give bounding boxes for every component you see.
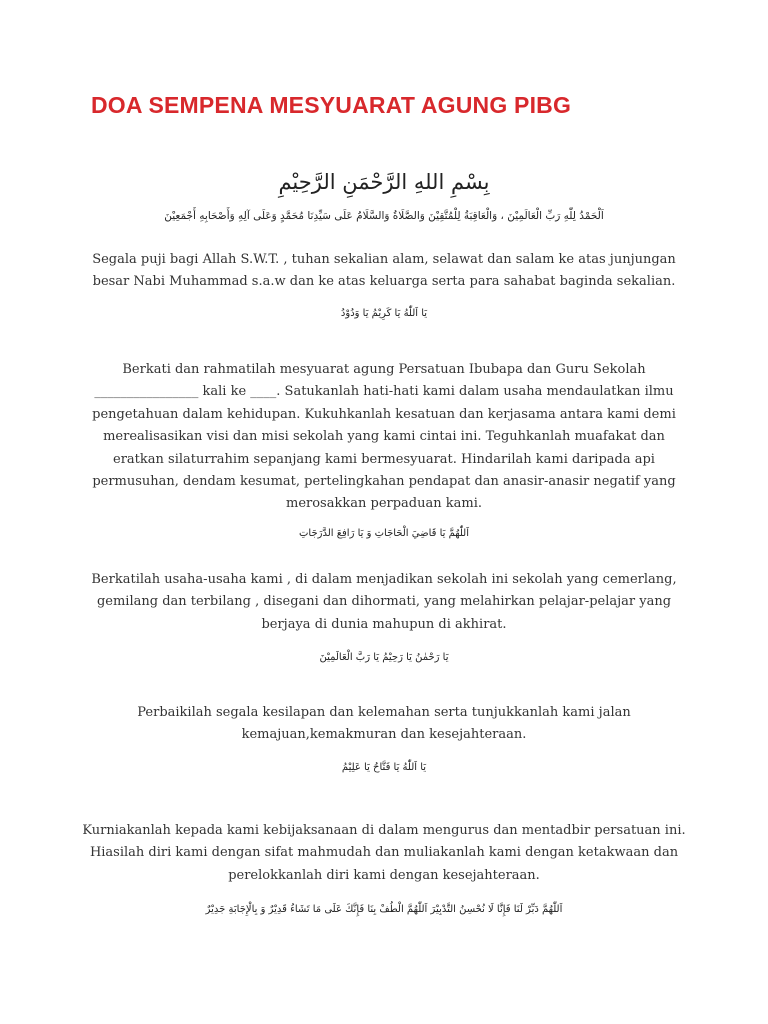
paragraph-4: Kurniakanlah kepada kami kebijaksanaan di dalam mengurus dan mentadbir persatuan ini. Hiasilah diri kami dengan sifat mahmudah dan muliakanlah kami dengan ketakwaan dan perelokkanlah diri kami dengan kesejahteraan. [82, 823, 686, 883]
invocation-3-arabic: يَا رَحْمٰنُ يَا رَحِيْمُ يَا رَبَّ الْعَالَمِيْنَ [319, 652, 449, 663]
hamdalah-translation: Segala puji bagi Allah S.W.T. , tuhan sekalian alam, selawat dan salam ke atas junjungan besar Nabi Muhammad s.a.w dan ke atas keluarga serta para sahabat baginda sekalian. [92, 252, 676, 290]
invocation-4-arabic: يَا اَللّٰهُ يَا فَتَّاحُ يَا عَلِيْمُ [341, 762, 427, 773]
invocation-5-arabic: اَللّٰهُمَّ دَبِّرْ لَنَا فَإِنَّا لَا نُحْسِنُ التَّدْبِيْرَ اَللّٰهُمَّ الْطُفْ بِنَا فَإِنَّكَ عَلَى مَا تَشَاءُ قَدِيْرٌ وَ بِالْإِجَابَةِ جَدِيْرٌ [205, 904, 563, 915]
paragraph-1: Berkati dan rahmatilah mesyuarat agung Persatuan Ibubapa dan Guru Sekolah ________________ kali ke ____. Satukanlah hati-hati kami dalam usaha mendaulatkan ilmu pengetahuan dalam kehidupan. Kukuhkanlah kesatuan dan kerjasama antara kami demi merealisasikan visi dan misi sekolah yang kami cintai ini. Teguhkanlah muafakat dan eratkan silaturrahim sepanjang kami bermesyuarat. Hindarilah kami daripada api permusuhan, dendam kesumat, pertelingkahan pendapat dan anasir-anasir negatif yang merosakkan perpaduan kami. [92, 362, 676, 512]
paragraph-2: Berkatilah usaha-usaha kami , di dalam menjadikan sekolah ini sekolah yang cemerlang, gemilang dan terbilang , disegani dan dihormati, yang melahirkan pelajar-pelajar yang berjaya di dunia mahupun di akhirat. [91, 572, 677, 632]
paragraph-3: Perbaikilah segala kesilapan dan kelemahan serta tunjukkanlah kami jalan kemajuan,kemakmuran dan kesejahteraan. [137, 705, 631, 743]
basmalah-arabic: بِسْمِ اللهِ الرَّحْمَنِ الرَّحِيْمِ [278, 170, 490, 194]
invocation-1-arabic: يَا اَللّٰهُ يَا كَرِيْمُ يَا وَدُوْدُ [340, 308, 428, 319]
hamdalah-arabic: اَلْحَمْدُ لِلّٰهِ رَبِّ الْعَالَمِيْنَ ، وَالْعَاقِبَةُ لِلْمُتَّقِيْنَ وَالصَّلَاةُ وَالسَّلَامُ عَلَى سَيِّدِنَا مُحَمَّدٍ وَعَلَى آلِهِ وَأَصْحَابِهِ أَجْمَعِيْنَ [164, 210, 604, 222]
page-title: DOA SEMPENA MESYUARAT AGUNG PIBG [91, 92, 572, 118]
invocation-2-arabic: اَللّٰهُمَّ يَا قَاضِيَ الْحَاجَاتِ وَ يَا رَافِعَ الدَّرَجَاتِ [298, 528, 470, 539]
